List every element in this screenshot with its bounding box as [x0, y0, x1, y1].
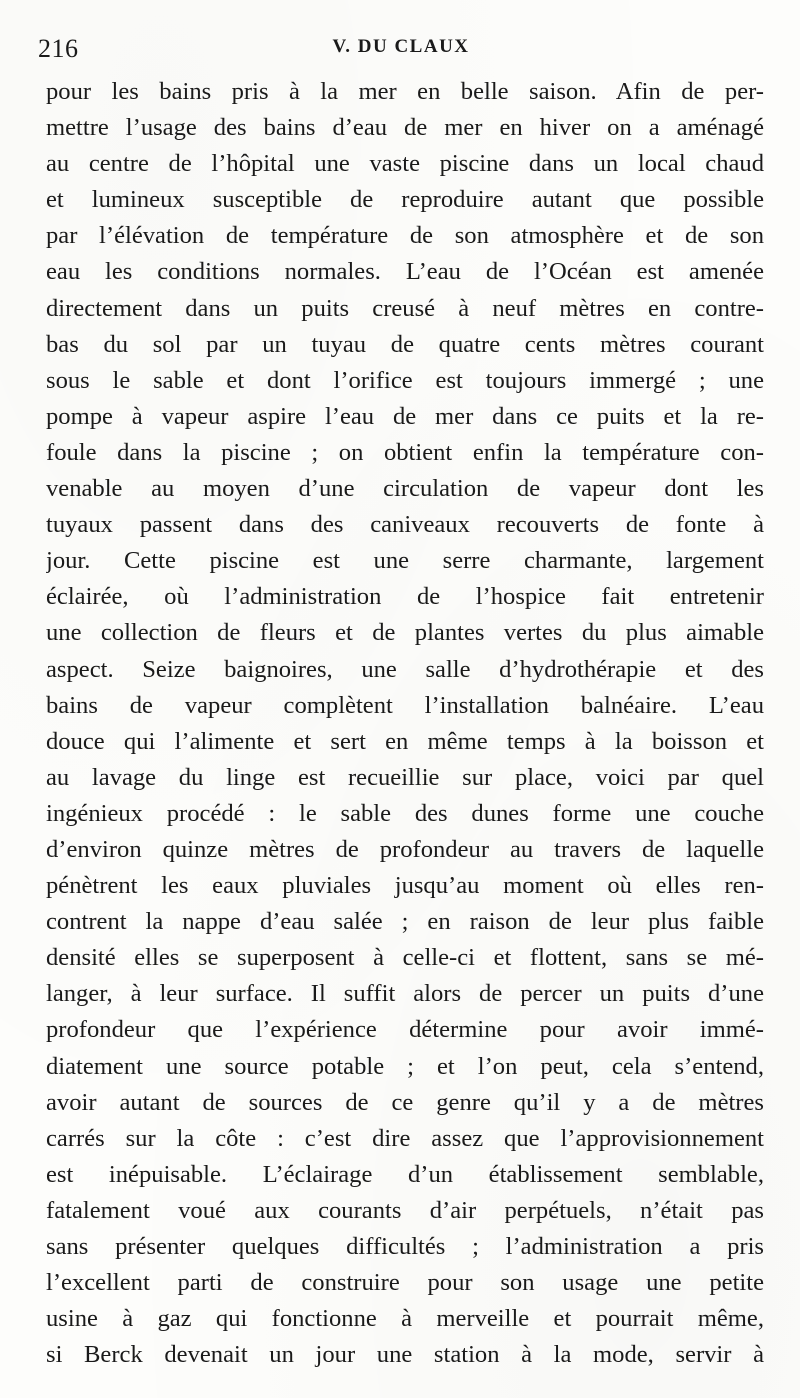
text-line: directement dans un puits creusé à neuf mètres en contre- — [46, 294, 764, 322]
text-line: l’excellent parti de construire pour son usage une petite — [46, 1269, 764, 1297]
text-line: douce qui l’alimente et sert en même temps à la boisson et — [46, 727, 764, 755]
text-line: au centre de l’hôpital une vaste piscine dans un local chaud — [46, 150, 764, 178]
text-line: densité elles se superposent à celle-ci et flottent, sans se mé- — [46, 944, 764, 972]
text-line: est inépuisable. L’éclairage d’un établissement semblable, — [46, 1160, 764, 1188]
text-line: et lumineux susceptible de reproduire autant que possible — [46, 186, 764, 214]
text-line: jour. Cette piscine est une serre charmante, largement — [46, 547, 764, 575]
page-number: 216 — [38, 34, 79, 63]
text-line: au lavage du linge est recueillie sur place, voici par quel — [46, 763, 764, 791]
text-line: pompe à vapeur aspire l’eau de mer dans ce puits et la re- — [46, 402, 764, 430]
text-line: contrent la nappe d’eau salée ; en raison de leur plus faible — [46, 908, 764, 936]
text-line: venable au moyen d’une circulation de vapeur dont les — [46, 475, 764, 503]
running-head: V. DU CLAUX — [332, 36, 470, 57]
text-line: langer, à leur surface. Il suffit alors de percer un puits d’une — [46, 980, 764, 1008]
text-line: si Berck devenait un jour une station à la mode, servir à — [46, 1341, 764, 1369]
text-line: éclairée, où l’administration de l’hospice fait entretenir — [46, 583, 764, 611]
text-line: profondeur que l’expérience détermine pour avoir immé- — [46, 1016, 764, 1044]
text-line: sous le sable et dont l’orifice est toujours immergé ; une — [46, 366, 764, 394]
text-line: eau les conditions normales. L’eau de l’Océan est amenée — [46, 258, 764, 286]
text-line: diatement une source potable ; et l’on peut, cela s’entend, — [46, 1052, 764, 1080]
text-line: foule dans la piscine ; on obtient enfin la température con- — [46, 438, 764, 466]
text-line: carrés sur la côte : c’est dire assez que l’approvisionnement — [46, 1124, 764, 1152]
text-line: fatalement voué aux courants d’air perpétuels, n’était pas — [46, 1196, 764, 1224]
text-line: bas du sol par un tuyau de quatre cents mètres courant — [46, 330, 764, 358]
text-line: d’environ quinze mètres de profondeur au travers de laquelle — [46, 835, 764, 863]
text-line: une collection de fleurs et de plantes vertes du plus aimable — [46, 619, 764, 647]
text-line: tuyaux passent dans des caniveaux recouverts de fonte à — [46, 511, 764, 539]
body-text — [46, 74, 764, 1373]
text-line: pénètrent les eaux pluviales jusqu’au moment où elles ren- — [46, 872, 764, 900]
text-line: avoir autant de sources de ce genre qu’il y a de mètres — [46, 1088, 764, 1116]
text-line: aspect. Seize baignoires, une salle d’hydrothérapie et des — [46, 655, 764, 683]
text-line: par l’élévation de température de son atmosphère et de son — [46, 222, 764, 250]
text-line: usine à gaz qui fonctionne à merveille et pourrait même, — [46, 1305, 764, 1333]
text-line: pour les bains pris à la mer en belle saison. Afin de per- — [46, 78, 764, 105]
page-header — [38, 34, 764, 78]
text-line: sans présenter quelques difficultés ; l’administration a pris — [46, 1233, 764, 1260]
text-line: bains de vapeur complètent l’installation balnéaire. L’eau — [46, 691, 764, 719]
text-line: mettre l’usage des bains d’eau de mer en hiver on a aménagé — [46, 114, 764, 142]
text-line: ingénieux procédé : le sable des dunes forme une couche — [46, 799, 764, 827]
